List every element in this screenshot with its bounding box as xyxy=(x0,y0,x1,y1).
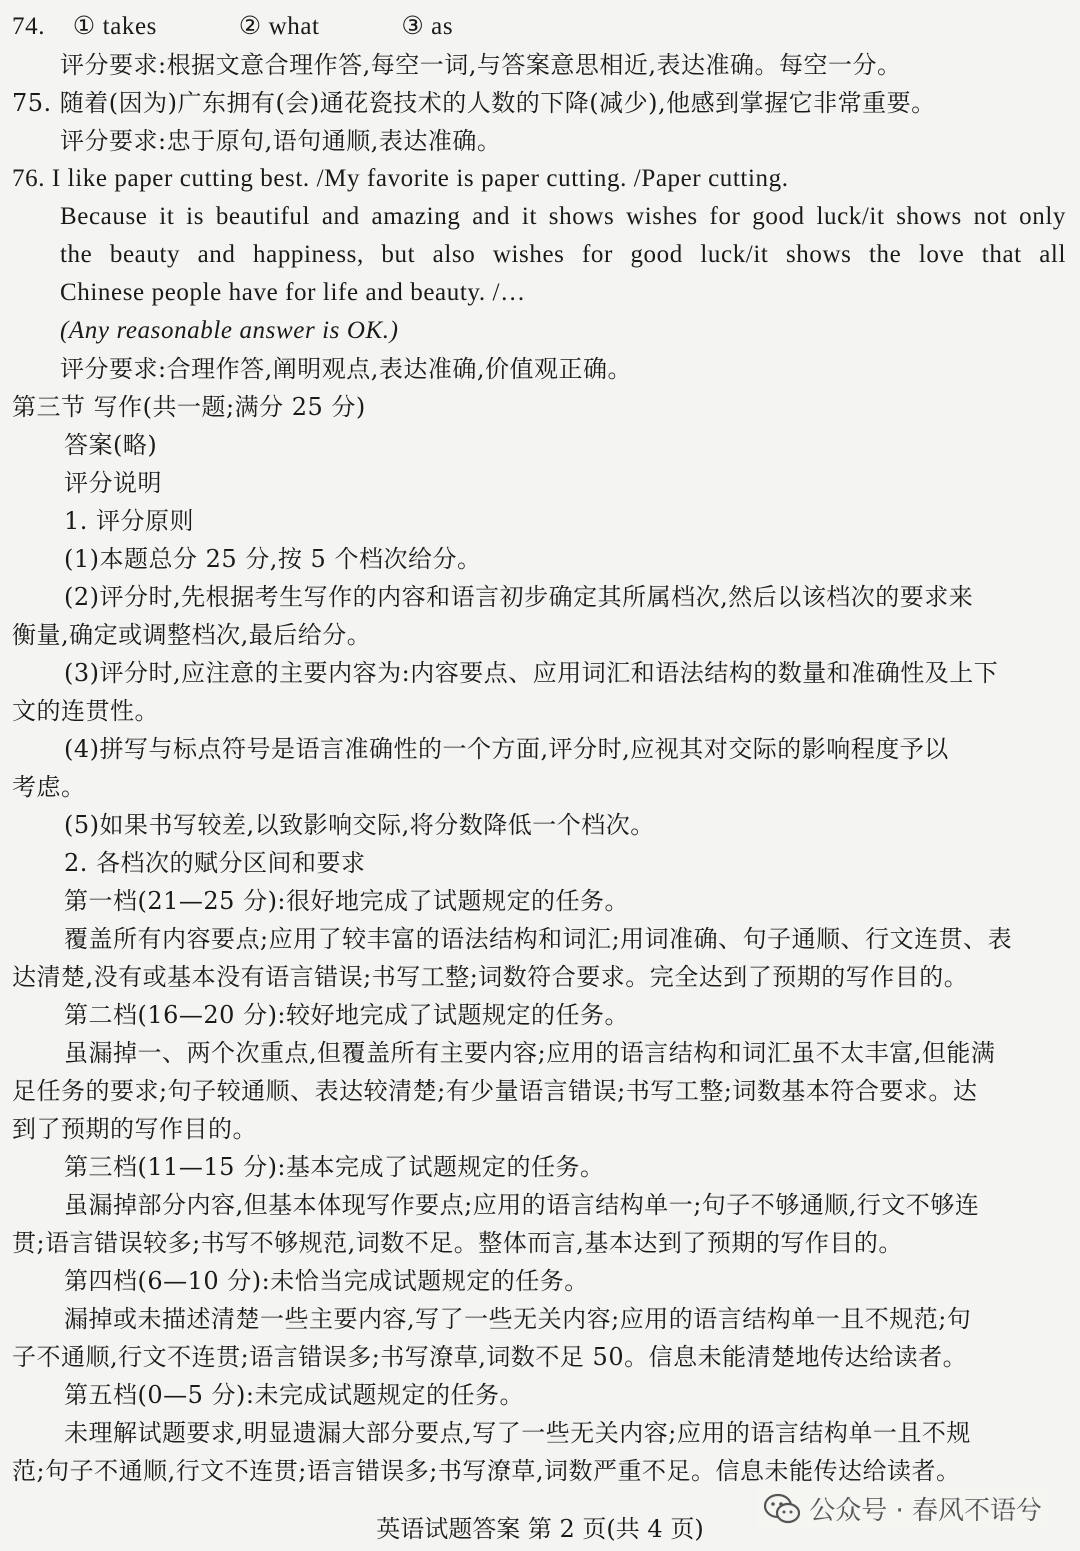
grade-5-text-a: 未理解试题要求,明显遗漏大部分要点,写了一些无关内容;应用的语言结构单一且不规 xyxy=(64,1419,971,1447)
page-footer: 英语试题答案 第 2 页(共 4 页) xyxy=(376,1515,704,1543)
grade-4-text-b: 子不通顺,行文不连贯;语言错误多;书写潦草,词数不足 50。信息未能清楚地传达给读者。 xyxy=(12,1343,968,1371)
section3-title: 第三节 写作(共一题;满分 25 分) xyxy=(12,393,366,421)
grade-5-title: 第五档(0—5 分):未完成试题规定的任务。 xyxy=(64,1381,524,1409)
q74-answer-3: ③ as xyxy=(401,13,454,40)
watermark-text: 公众号 · 春风不语兮 xyxy=(809,1496,1042,1526)
principle-2b: 衡量,确定或调整档次,最后给分。 xyxy=(12,621,372,649)
grade-5-text-b: 范;句子不通顺,行文不连贯;语言错误多;书写潦草,词数严重不足。信息未能传达给读者。 xyxy=(12,1457,961,1485)
q76-line-2: Because it is beautiful and amazing and it shows wishes for good luck/it shows not only xyxy=(60,203,1066,230)
grade-1-text-a: 覆盖所有内容要点;应用了较丰富的语法结构和词汇;用词准确、句子通顺、行文连贯、表 xyxy=(64,925,1013,953)
grade-2-text-a: 虽漏掉一、两个次重点,但覆盖所有主要内容;应用的语言结构和词汇虽不太丰富,但能满 xyxy=(64,1039,996,1067)
q76-line-1: 76. I like paper cutting best. /My favorite is paper cutting. /Paper cutting. xyxy=(12,165,789,192)
principle-3b: 文的连贯性。 xyxy=(12,697,159,725)
q75-rule: 评分要求:忠于原句,语句通顺,表达准确。 xyxy=(60,127,502,155)
grade-2-text-b: 足任务的要求;句子较通顺、表达较清楚;有少量语言错误;书写工整;词数基本符合要求。达 xyxy=(12,1077,978,1105)
q76-line-4: Chinese people have for life and beauty. /… xyxy=(60,279,526,306)
grade-3-text-b: 贯;语言错误较多;书写不够规范,词数不足。整体而言,基本达到了预期的写作目的。 xyxy=(12,1229,903,1257)
q74-answer-2: ② what xyxy=(238,13,320,40)
principle-2a: (2)评分时,先根据考生写作的内容和语言初步确定其所属档次,然后以该档次的要求来 xyxy=(64,583,974,611)
grades-heading: 2. 各档次的赋分区间和要求 xyxy=(64,849,366,877)
grade-4-text-a: 漏掉或未描述清楚一些主要内容,写了一些无关内容;应用的语言结构单一且不规范;句 xyxy=(64,1305,972,1333)
grade-2-title: 第二档(16—20 分):较好地完成了试题规定的任务。 xyxy=(64,1001,630,1029)
principle-4a: (4)拼写与标点符号是语言准确性的一个方面,评分时,应视其对交际的影响程度予以 xyxy=(64,735,949,763)
principle-4b: 考虑。 xyxy=(12,773,86,801)
q74-line xyxy=(12,8,453,46)
q76-line-3: the beauty and happiness, but also wishes for good luck/it shows the love that all xyxy=(60,241,1066,268)
principle-3a: (3)评分时,应注意的主要内容为:内容要点、应用词汇和语法结构的数量和准确性及上下 xyxy=(64,659,999,687)
principle-1: (1)本题总分 25 分,按 5 个档次给分。 xyxy=(64,545,482,573)
grade-1-text-b: 达清楚,没有或基本没有语言错误;书写工整;词数符合要求。完全达到了预期的写作目的。 xyxy=(12,963,969,991)
q74-answer-1: ① takes xyxy=(72,13,158,40)
grade-4-title: 第四档(6—10 分):未恰当完成试题规定的任务。 xyxy=(64,1267,589,1295)
q76-rule: 评分要求:合理作答,阐明观点,表达准确,价值观正确。 xyxy=(60,355,632,383)
q76-note: (Any reasonable answer is OK.) xyxy=(60,317,399,344)
q74-number: 74. xyxy=(12,13,46,40)
q74-rule: 评分要求:根据文意合理作答,每空一词,与答案意思相近,表达准确。每空一分。 xyxy=(60,51,902,79)
principle-5: (5)如果书写较差,以致影响交际,将分数降低一个档次。 xyxy=(64,811,655,839)
section3-explain: 评分说明 xyxy=(64,469,162,497)
principle-heading: 1. 评分原则 xyxy=(64,507,195,535)
grade-1-title: 第一档(21—25 分):很好地完成了试题规定的任务。 xyxy=(64,887,630,915)
grade-2-text-c: 到了预期的写作目的。 xyxy=(12,1115,257,1143)
section3-answer: 答案(略) xyxy=(64,431,158,459)
grade-3-title: 第三档(11—15 分):基本完成了试题规定的任务。 xyxy=(64,1153,605,1181)
grade-3-text-a: 虽漏掉部分内容,但基本体现写作要点;应用的语言结构单一;句子不够通顺,行文不够连 xyxy=(64,1191,980,1219)
q75-text: 75. 随着(因为)广东拥有(会)通花瓷技术的人数的下降(减少),他感到掌握它非常重要。 xyxy=(12,89,936,117)
